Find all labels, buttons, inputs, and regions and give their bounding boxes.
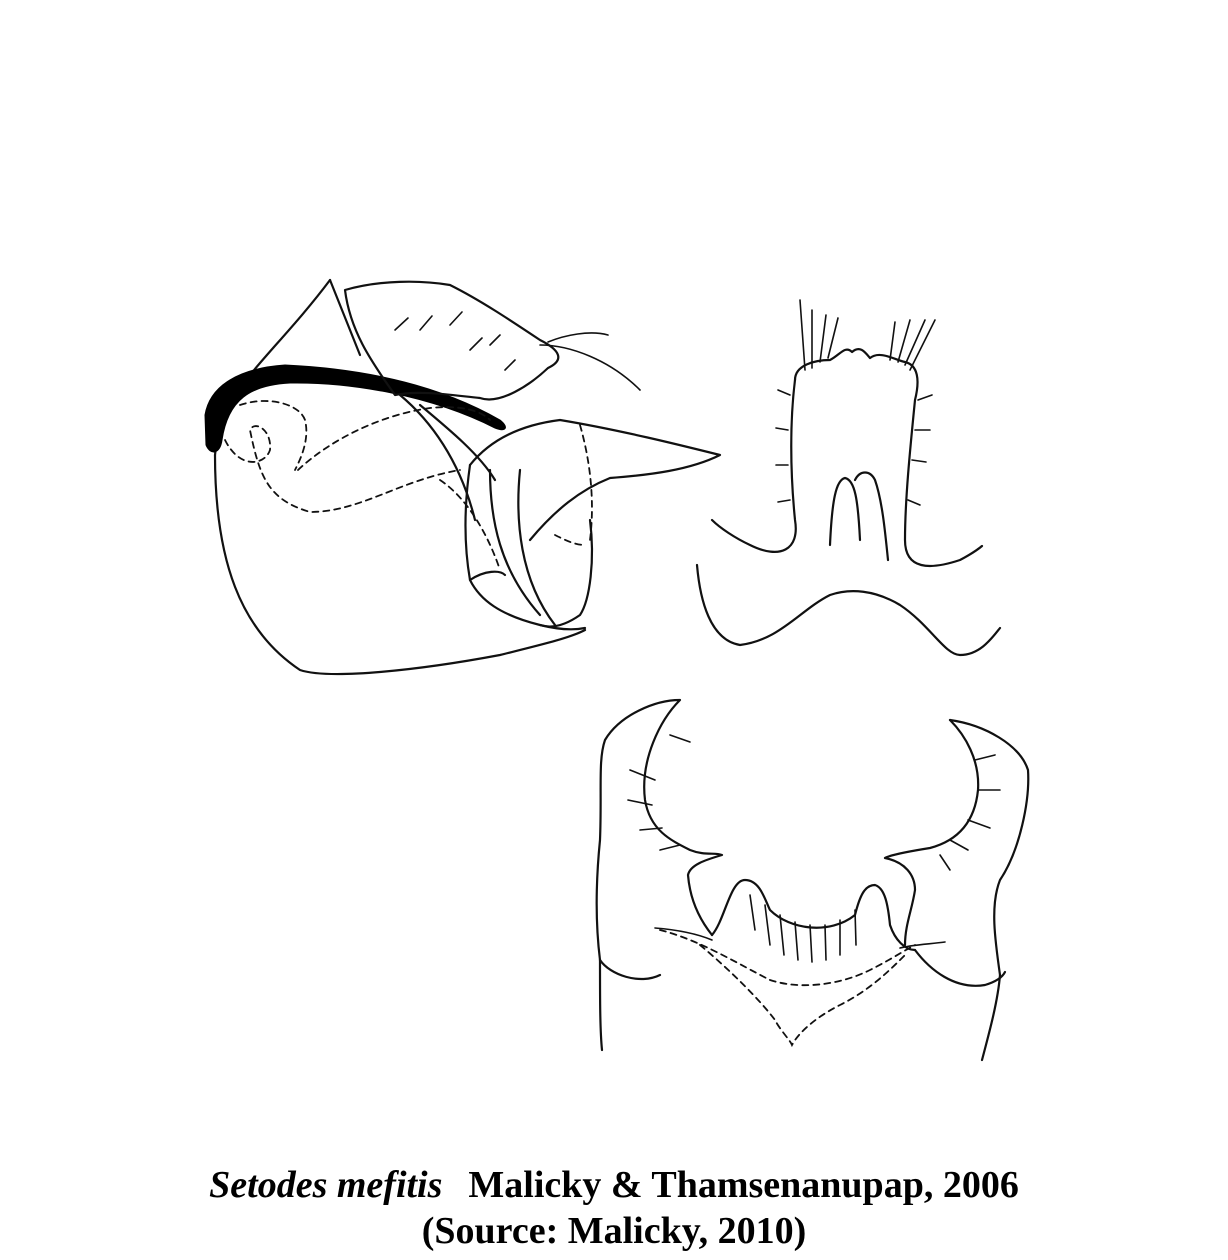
ventral-dashed-structure xyxy=(660,930,915,985)
phallic-apparatus xyxy=(470,420,720,540)
inner-dashed-structure xyxy=(240,401,306,470)
caption-source: (Source: Malicky, 2010) xyxy=(421,1210,807,1252)
caption-line-1 xyxy=(0,1162,1228,1208)
ventral-left-clasper xyxy=(597,700,722,960)
ventral-center-lobe xyxy=(712,880,915,950)
lateral-view xyxy=(205,280,720,674)
ventral-right-clasper xyxy=(950,720,1028,975)
dorsal-view xyxy=(697,300,1000,655)
species-authority: Malicky & Thamsenanupap, 2006 xyxy=(468,1164,1019,1206)
dorsal-tergum xyxy=(795,349,982,566)
figure-caption xyxy=(0,1162,1228,1254)
species-name: Setodes mefitis xyxy=(209,1164,443,1206)
dorsal-lower-arc xyxy=(697,565,1000,655)
lateral-segment-outline xyxy=(250,280,330,375)
ventral-view xyxy=(597,700,1029,1060)
